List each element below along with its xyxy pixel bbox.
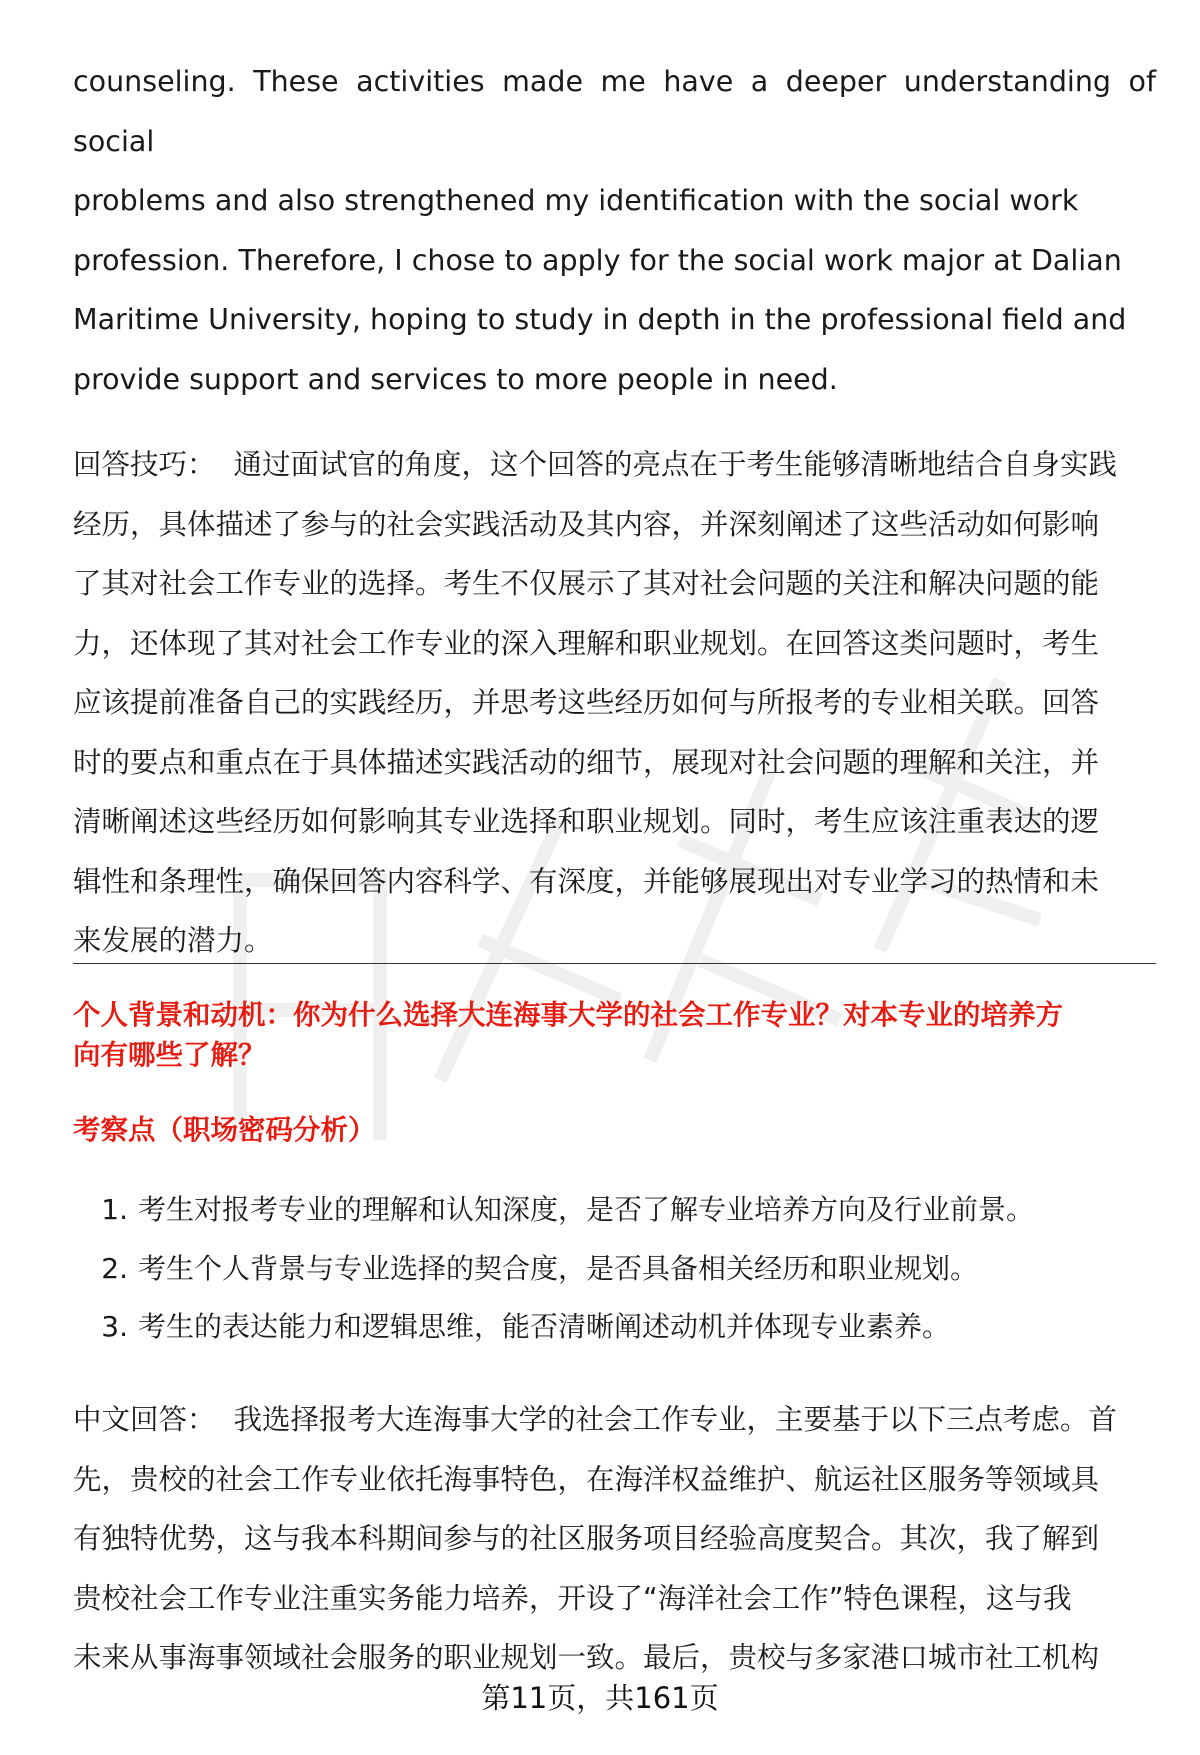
english-line: provide support and services to more people in need. <box>73 362 838 396</box>
tips-line: 应该提前准备自己的实践经历，并思考这些经历如何与所报考的专业相关联。回答 <box>73 686 1100 719</box>
question-line: 向有哪些了解？ <box>73 1039 266 1071</box>
list-item <box>73 1181 1156 1240</box>
tips-line: 回答技巧： 通过面试官的角度，这个回答的亮点在于考生能够清晰地结合自身实践 <box>73 448 1118 481</box>
question-title <box>73 995 1156 1075</box>
tips-paragraph <box>73 435 1156 971</box>
english-line: Maritime University, hoping to study in depth in the professional field and <box>73 303 1127 336</box>
kaocha-title: 考察点（职场密码分析） <box>73 1114 376 1146</box>
tips-line: 经历，具体描述了参与的社会实践活动及其内容，并深刻阐述了这些活动如何影响 <box>73 507 1100 541</box>
list-item <box>73 1240 1156 1299</box>
section-divider <box>73 963 1156 964</box>
list-number: 1. <box>101 1193 128 1226</box>
page-body <box>73 52 1156 971</box>
list-number: 3. <box>101 1310 128 1343</box>
answer-line: 贵校社会工作专业注重实务能力培养，开设了“海洋社会工作”特色课程，这与我 <box>73 1581 1072 1615</box>
tips-line: 来发展的潜力。 <box>73 924 273 957</box>
answer-line: 先，贵校的社会工作专业依托海事特色，在海洋权益维护、航运社区服务等领域具 <box>73 1462 1100 1496</box>
kaocha-list <box>73 1181 1156 1357</box>
chinese-answer <box>73 1390 1156 1688</box>
answer-line: 未来从事海事领域社会服务的职业规划一致。最后，贵校与多家港口城市社工机构 <box>73 1641 1100 1674</box>
english-line: profession. Therefore, I chose to apply for the social work major at Dalian <box>73 243 1122 277</box>
tips-line: 时的要点和重点在于具体描述实践活动的细节，展现对社会问题的理解和关注，并 <box>73 745 1100 779</box>
tips-line: 辑性和条理性，确保回答内容科学、有深度，并能够展现出对专业学习的热情和未 <box>73 864 1100 898</box>
english-line: counseling. These activities made me have a deeper understanding of social <box>73 65 1156 158</box>
list-text: 考生对报考专业的理解和认知深度，是否了解专业培养方向及行业前景。 <box>138 1193 1035 1226</box>
tips-line: 了其对社会工作专业的选择。考生不仅展示了其对社会问题的关注和解决问题的能 <box>73 567 1100 600</box>
english-paragraph <box>73 52 1156 409</box>
list-item <box>73 1298 1156 1357</box>
answer-line: 中文回答： 我选择报考大连海事大学的社会工作专业，主要基于以下三点考虑。首 <box>73 1403 1118 1436</box>
tips-label: 回答技巧： <box>73 448 216 481</box>
page-footer: 第11页，共161页 <box>481 1681 719 1715</box>
tips-line: 清晰阐述这些经历如何影响其专业选择和职业规划。同时，考生应该注重表达的逻 <box>73 805 1100 838</box>
answer-label: 中文回答： <box>73 1403 216 1436</box>
list-text: 考生的表达能力和逻辑思维，能否清晰阐述动机并体现专业素养。 <box>138 1310 951 1343</box>
tips-line: 力，还体现了其对社会工作专业的深入理解和职业规划。在回答这类问题时，考生 <box>73 626 1100 660</box>
list-text: 考生个人背景与专业选择的契合度，是否具备相关经历和职业规划。 <box>138 1251 979 1285</box>
english-line: problems and also strengthened my identification with the social work <box>73 184 1079 217</box>
list-number: 2. <box>101 1251 128 1285</box>
answer-line: 有独特优势，这与我本科期间参与的社区服务项目经验高度契合。其次，我了解到 <box>73 1522 1100 1555</box>
question-line: 个人背景和动机：你为什么选择大连海事大学的社会工作专业？对本专业的培养方 <box>73 999 1063 1031</box>
